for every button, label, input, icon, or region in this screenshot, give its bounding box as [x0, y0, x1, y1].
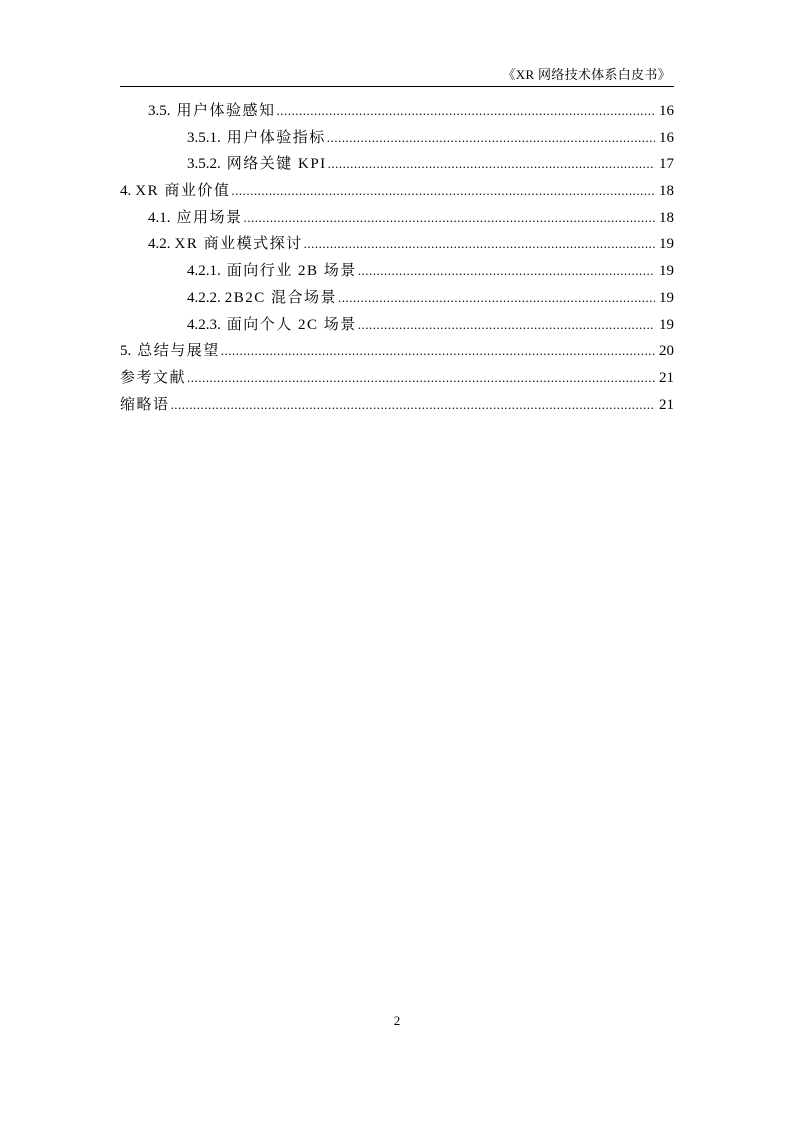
toc-entry-page: 19	[659, 289, 674, 306]
toc-entry-title: 2B2C 混合场景	[224, 289, 338, 306]
toc-entry-number: 4.1.	[148, 209, 171, 226]
toc-entry-title: 缩略语	[120, 396, 170, 413]
toc-entry-number: 3.5.1.	[187, 129, 221, 146]
toc-dot-leader	[221, 338, 655, 365]
toc-entry-4-2-1[interactable]	[120, 258, 674, 285]
toc-entry-page: 19	[659, 316, 674, 333]
toc-dot-leader	[187, 365, 655, 392]
toc-entry-page: 19	[659, 263, 674, 280]
toc-entry-title: 总结与展望	[137, 343, 220, 360]
toc-entry-abbreviations[interactable]	[120, 392, 674, 419]
toc-entry-title: 用户体验指标	[226, 129, 326, 146]
toc-dot-leader	[328, 151, 655, 178]
toc-entry-3-5[interactable]	[120, 98, 674, 125]
toc-entry-page: 20	[659, 343, 674, 360]
toc-entry-page: 18	[659, 209, 674, 226]
toc-entry-number: 3.5.	[148, 103, 171, 119]
toc-entry-title: 网络关键 KPI	[226, 156, 327, 173]
toc-entry-number: 3.5.2.	[187, 156, 221, 173]
toc-dot-leader	[171, 392, 655, 419]
toc-dot-leader	[231, 178, 655, 205]
toc-entry-title: XR 商业价值	[135, 183, 231, 200]
toc-dot-leader	[304, 231, 655, 258]
document-header-title: 《XR 网络技术体系白皮书》	[502, 67, 671, 82]
toc-entry-page: 21	[659, 369, 674, 386]
toc-entry-4-2[interactable]	[120, 231, 674, 258]
toc-entry-number: 4.2.	[148, 236, 171, 253]
toc-entry-page: 21	[659, 396, 674, 413]
toc-entry-page: 18	[659, 183, 674, 200]
toc-entry-page: 16	[659, 129, 674, 146]
toc-entry-title: 参考文献	[120, 369, 187, 386]
toc-entry-title: XR 商业模式探讨	[174, 236, 303, 253]
toc-entry-title: 应用场景	[176, 209, 243, 226]
toc-entry-4[interactable]	[120, 178, 674, 205]
toc-entry-number: 4.2.2.	[187, 289, 221, 306]
toc-dot-leader	[338, 285, 655, 312]
toc-entry-page: 17	[659, 156, 674, 173]
toc-entry-4-1[interactable]	[120, 205, 674, 232]
toc-entry-number: 4.	[120, 183, 132, 200]
toc-entry-number: 4.2.1.	[187, 263, 221, 280]
toc-entry-title: 面向行业 2B 场景	[226, 263, 357, 280]
toc-entry-4-2-3[interactable]	[120, 312, 674, 339]
toc-entry-3-5-1[interactable]	[120, 125, 674, 152]
toc-entry-references[interactable]	[120, 365, 674, 392]
toc-dot-leader	[327, 125, 655, 152]
toc-dot-leader	[358, 258, 655, 285]
toc-entry-page: 19	[659, 236, 674, 253]
toc-entry-number: 5.	[120, 343, 132, 360]
toc-entry-title: 用户体验感知	[176, 103, 276, 119]
toc-dot-leader	[277, 98, 655, 125]
toc-entry-page: 16	[659, 103, 674, 119]
toc-entry-number: 4.2.3.	[187, 316, 221, 333]
toc-dot-leader	[244, 205, 655, 232]
header-divider	[120, 86, 674, 87]
table-of-contents	[120, 98, 674, 418]
toc-dot-leader	[358, 312, 655, 339]
toc-entry-3-5-2[interactable]	[120, 151, 674, 178]
toc-entry-5[interactable]	[120, 338, 674, 365]
page-number: 2	[393, 1013, 401, 1028]
toc-entry-title: 面向个人 2C 场景	[226, 316, 357, 333]
toc-entry-4-2-2[interactable]	[120, 285, 674, 312]
